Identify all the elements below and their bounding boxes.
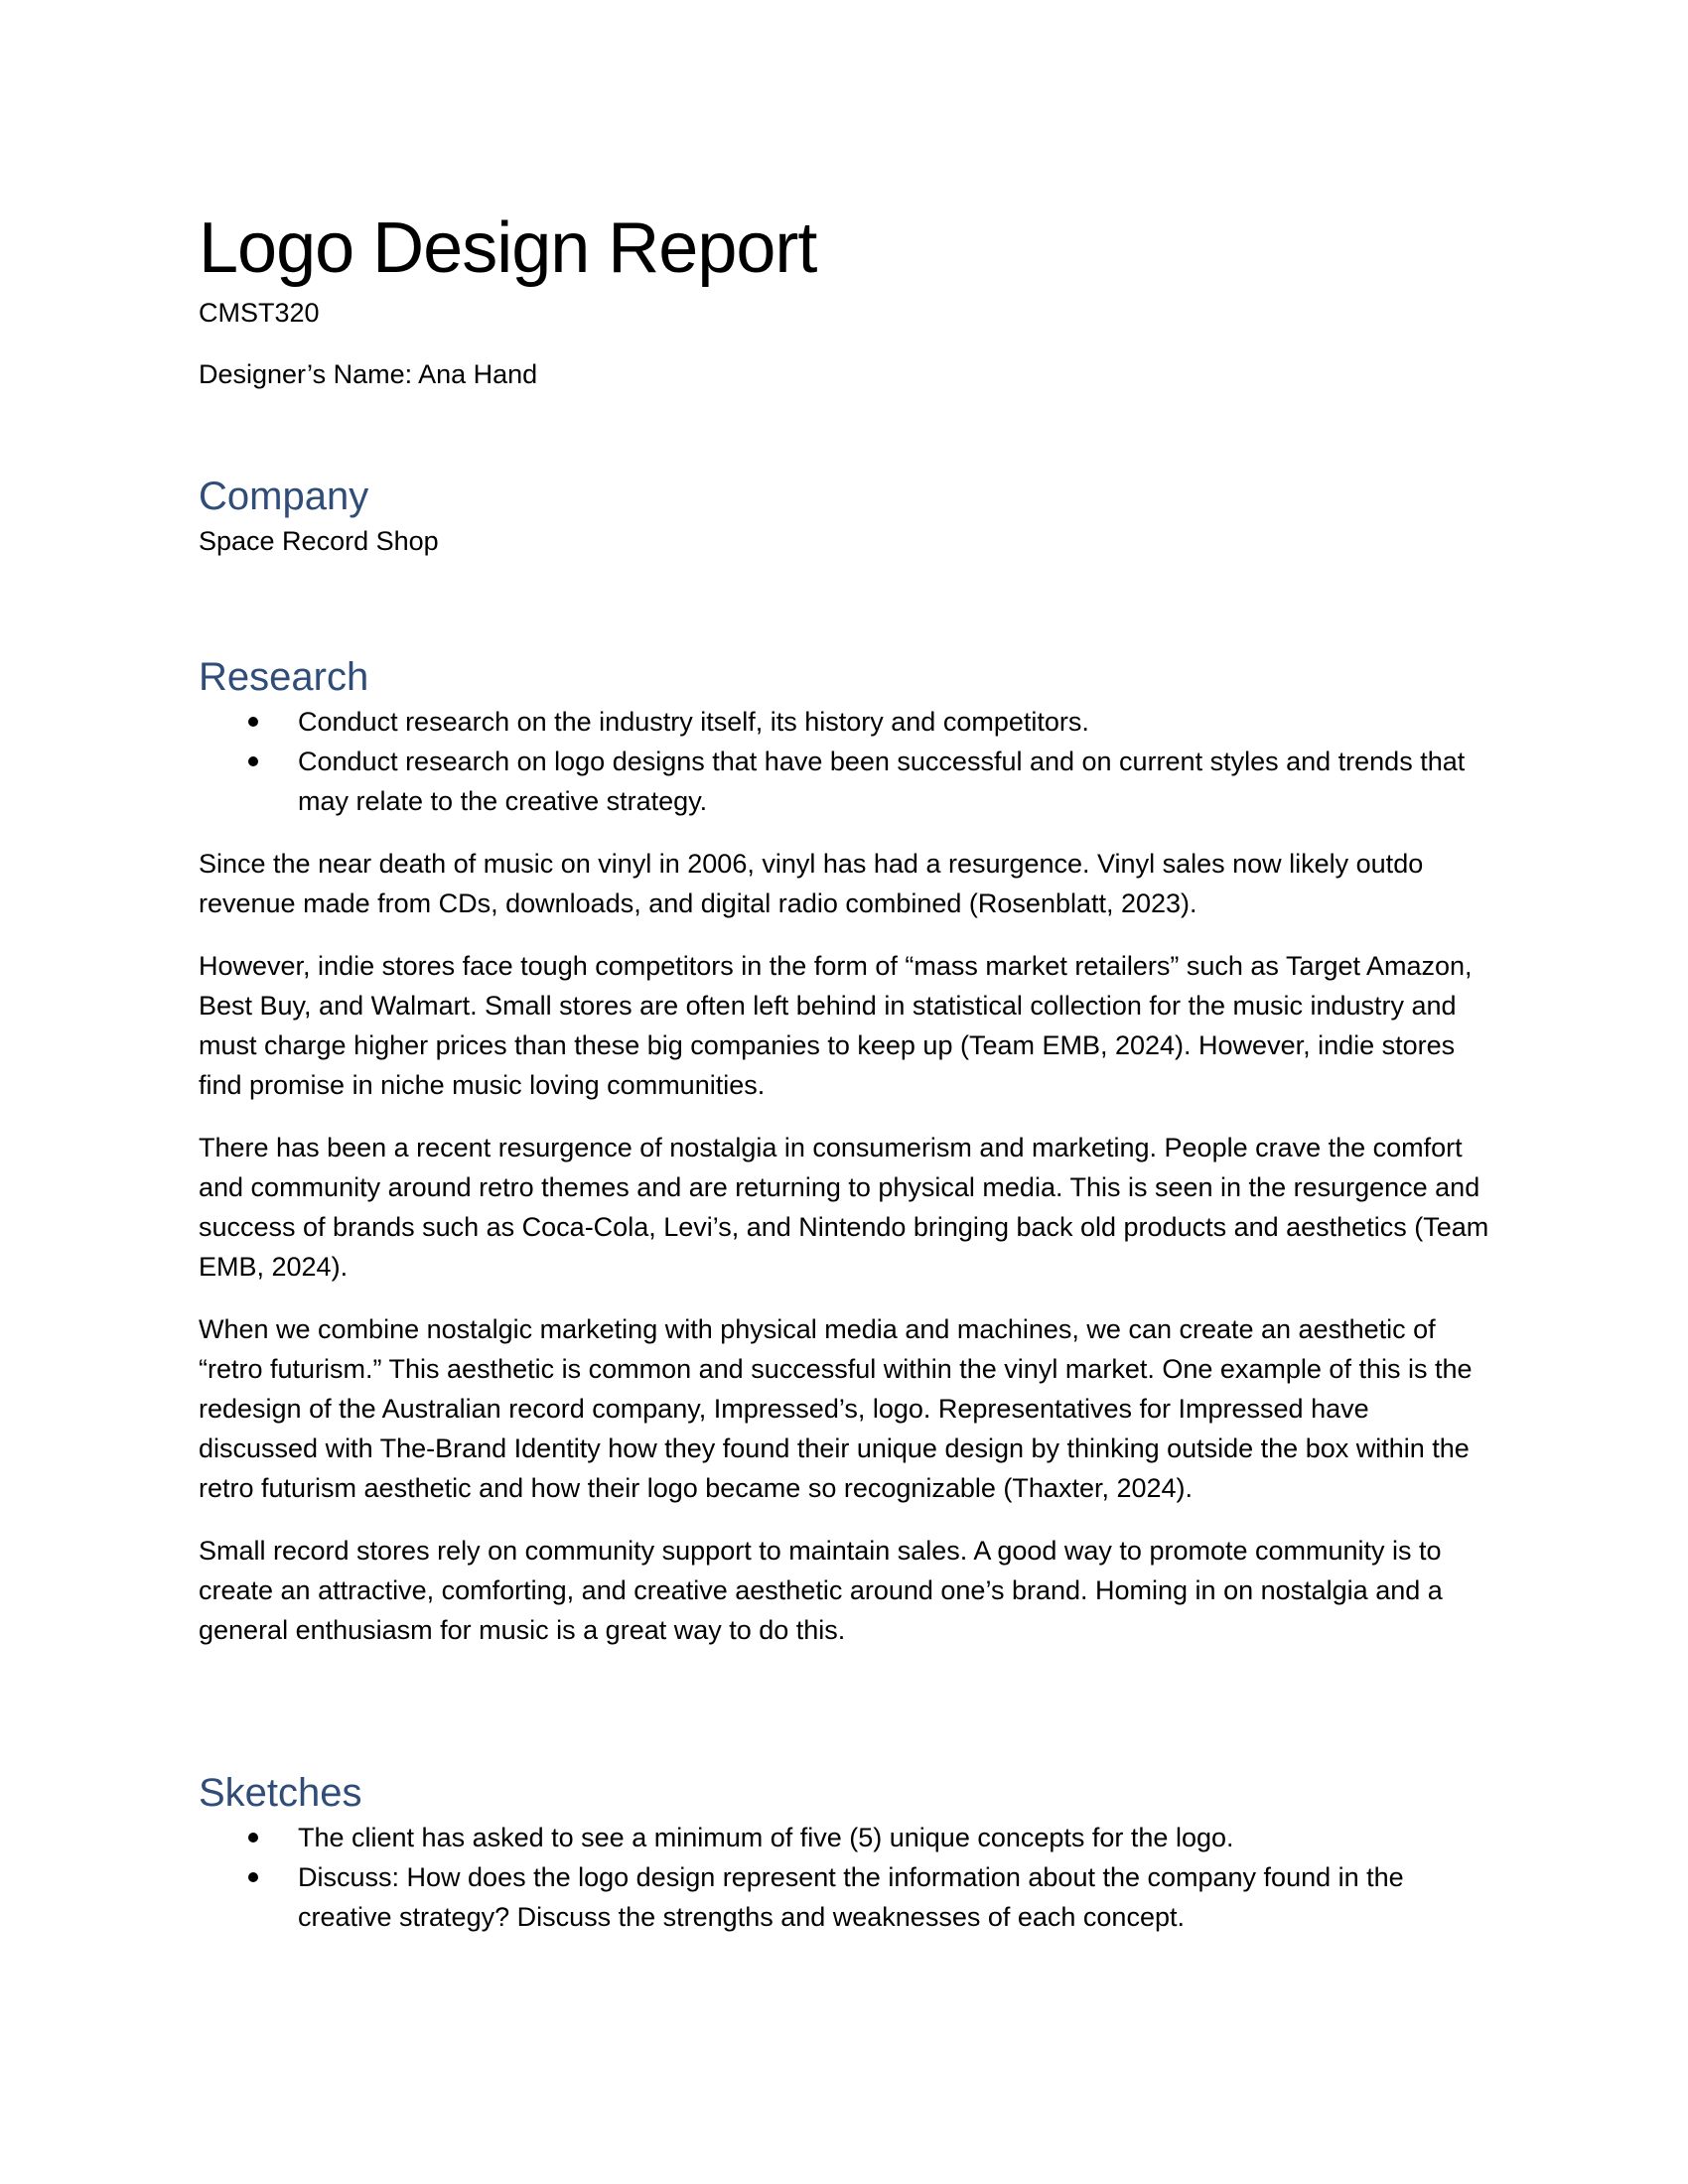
research-paragraph: When we combine nostalgic marketing with physical media and machines, we can create an aesthetic of “retro futurism.” This aesthetic is common and successful within the vinyl market. One example of this is the redesign of the Australian record company, Impressed’s, logo. Representatives for Impressed have discussed with The-Brand Identity how they found their unique design by thinking outside the box within the retro futurism aesthetic and how their logo became so recognizable (Thaxter, 2024). bbox=[199, 1314, 1473, 1503]
document-page bbox=[199, 204, 1489, 1960]
course-code: CMST320 bbox=[199, 298, 320, 328]
document-title: Logo Design Report bbox=[199, 208, 817, 288]
list-item bbox=[199, 1818, 1489, 1857]
list-item bbox=[199, 742, 1489, 821]
company-heading: Company bbox=[199, 475, 369, 518]
research-paragraph: Small record stores rely on community support to maintain sales. A good way to promote community is to create an attractive, comforting, and creative aesthetic around one’s brand. Homing in on nostalgia and a general enthusiasm for music is a great way to do this. bbox=[199, 1536, 1443, 1645]
research-bullet-list bbox=[199, 702, 1489, 821]
sketches-heading: Sketches bbox=[199, 1771, 362, 1815]
list-item-text: The client has asked to see a minimum of five (5) unique concepts for the logo. bbox=[298, 1823, 1234, 1852]
bullet-icon bbox=[248, 756, 258, 766]
bullet-icon bbox=[248, 1872, 258, 1882]
list-item-text: Conduct research on logo designs that have been successful and on current styles and trends that may relate to the creative strategy. bbox=[298, 747, 1466, 816]
list-item bbox=[199, 1857, 1489, 1937]
designer-name: Designer’s Name: Ana Hand bbox=[199, 359, 538, 389]
research-paragraph: However, indie stores face tough competitors in the form of “mass market retailers” such as Target Amazon, Best Buy, and Walmart. Small stores are often left behind in statistical collection for the music industry and must charge higher prices than these big companies to keep up (Team EMB, 2024). However, indie stores find promise in niche music loving communities. bbox=[199, 951, 1473, 1100]
research-paragraph: There has been a recent resurgence of nostalgia in consumerism and marketing. People crave the comfort and community around retro themes and are returning to physical media. This is seen in the resurgence and success of brands such as Coca-Cola, Levi’s, and Nintendo bringing back old products and aesthetics (Team EMB, 2024). bbox=[199, 1133, 1489, 1282]
bullet-icon bbox=[248, 717, 258, 727]
list-item-text: Conduct research on the industry itself, its history and competitors. bbox=[298, 707, 1089, 737]
research-paragraph: Since the near death of music on vinyl in 2006, vinyl has had a resurgence. Vinyl sales now likely outdo revenue made from CDs, downloads, and digital radio combined (Rosenblatt, 2023). bbox=[199, 849, 1424, 918]
sketches-bullet-list bbox=[199, 1818, 1489, 1937]
list-item-text: Discuss: How does the logo design represent the information about the company found in the creative strategy? Discuss the strengths and weaknesses of each concept. bbox=[298, 1862, 1404, 1932]
list-item bbox=[199, 702, 1489, 742]
company-name: Space Record Shop bbox=[199, 526, 439, 556]
research-heading: Research bbox=[199, 655, 369, 699]
bullet-icon bbox=[248, 1833, 258, 1843]
